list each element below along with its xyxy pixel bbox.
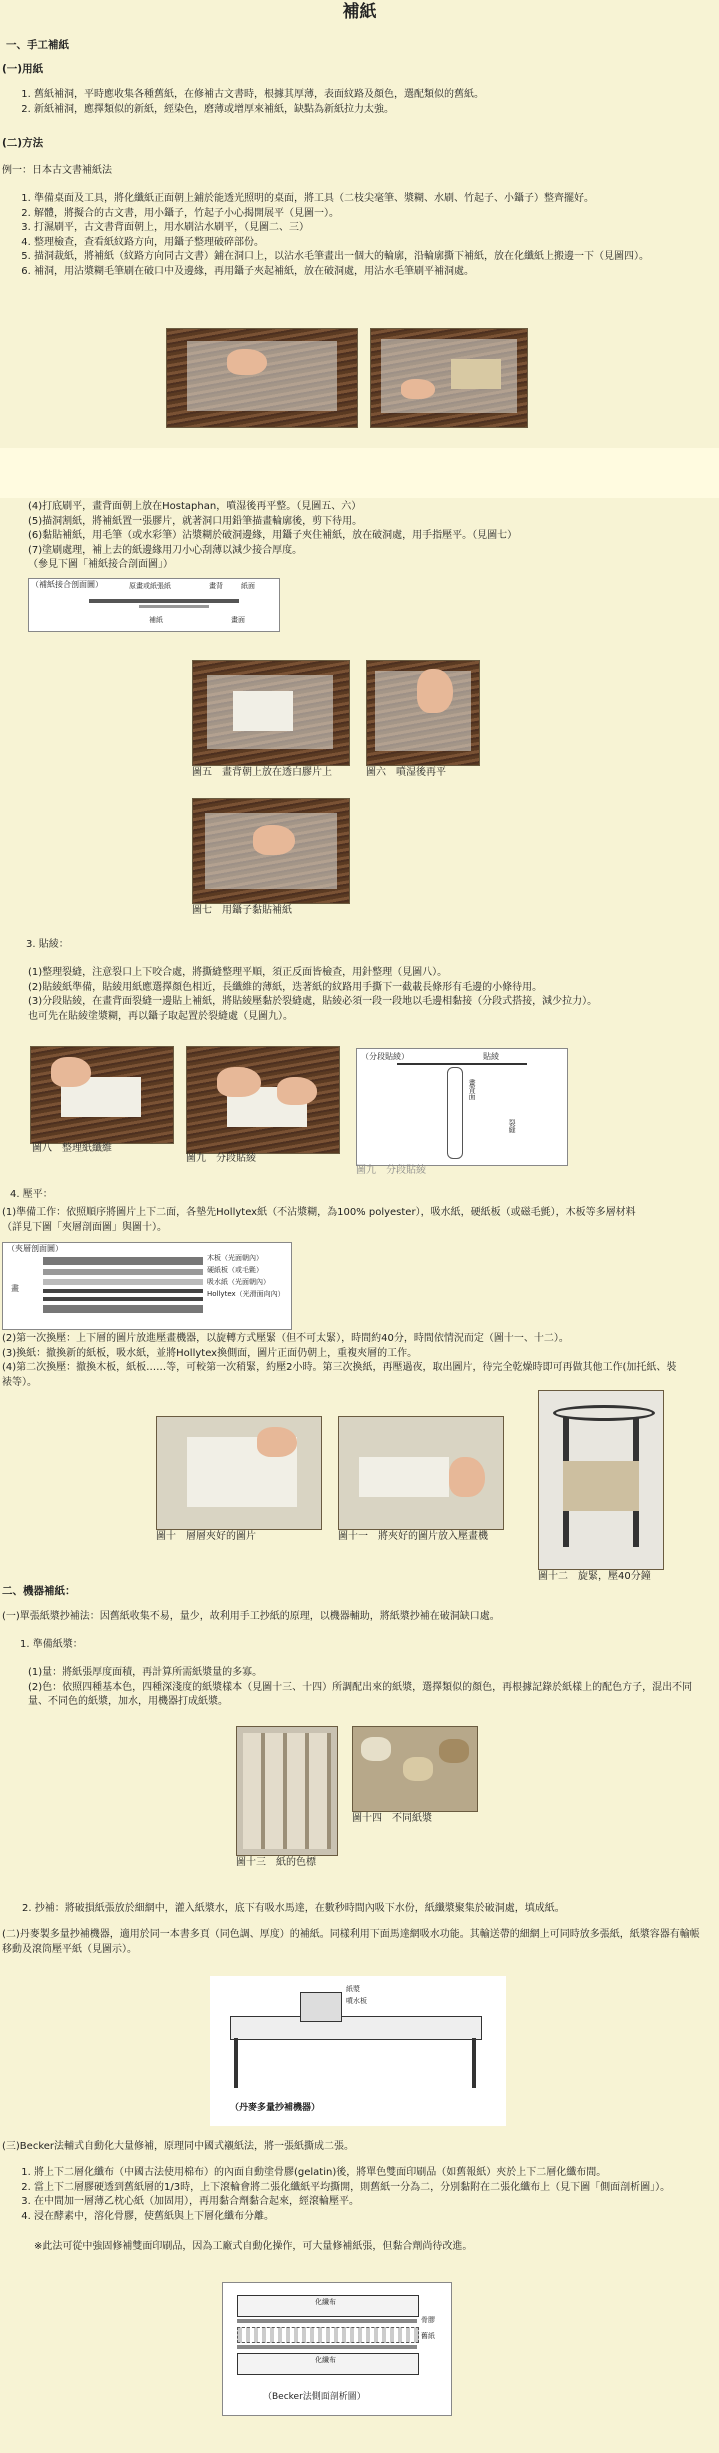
- materials-heading: (一)用紙: [2, 63, 44, 75]
- materials-list: [14, 88, 714, 117]
- diagram-label: 木板（光面朝內）: [207, 1254, 263, 1262]
- photo-fig10: [156, 1416, 322, 1530]
- list-item: 5. 描洞裁紙，將補紙（紋路方向同古文書）鋪在洞口上，以沾水毛筆畫出一個大的輪廓，沿輪廓撕下補紙，放在化纖紙上搬邊一下（見圖四）。: [34, 250, 719, 265]
- text-line: (7)塗刷處理，補上去的紙邊緣用刀小心刮薄以減少接合厚度。: [28, 544, 303, 556]
- photo-fig7: [192, 798, 350, 904]
- section-4-text: [2, 1332, 682, 1390]
- text-line: (3)分段貼綾，在畫背面裂縫一邊貼上補紙，將貼綾壓黏於裂縫處，貼綾必須一段一段地以毛邊相黏接（分段式搭接，減少拉力）。: [28, 996, 598, 1007]
- caption-fig10: 圖十 層層夾好的圖片: [156, 1531, 256, 1542]
- diagram-label: 裂縫: [508, 1119, 517, 1133]
- diagram-label: 化纖布: [315, 2298, 336, 2306]
- text-line: (3)換紙：撤換新的紙板，吸水紙，並將Hollytex換側面，圖片正面仍朝上，重複夾層的工作。: [2, 1347, 418, 1359]
- list-item: 3. 打濕刷平，古文書背面朝上，用水刷沾水刷平，（見圖二、三）: [34, 221, 719, 236]
- step1-heading: 1. 準備紙漿：: [20, 1639, 83, 1650]
- continued-text: [28, 500, 708, 573]
- photo-restoration-2: [370, 328, 528, 428]
- machine-intro: (一)單張紙漿抄補法：因舊紙收集不易，量少，故利用手工抄紙的原理，以機器輔助，將紙漿抄補在破洞缺口處。: [2, 1611, 500, 1622]
- photo-fig11: [338, 1416, 504, 1530]
- text-line: (1)整理裂縫，注意裂口上下咬合處，將撕縫整理平順，須正反面皆檢查，用針整理（見圖八）。: [28, 967, 448, 978]
- list-item: 4. 整理檢查，查看紙紋路方向，用鑷子整理破碎部份。: [34, 236, 719, 251]
- becker-steps: [14, 2166, 719, 2224]
- list-item: 1. 將上下二層化纖布（中國古法使用棉布）的內面自動塗骨膠(gelatin)後，將單色雙面印刷品（如舊報紙）夾於上下二層化纖布間。: [34, 2166, 719, 2181]
- danish-machine-diagram: [210, 1976, 506, 2126]
- section-4-heading: 4. 壓平：: [10, 1189, 53, 1200]
- caption-fig7: 圖七 用鑷子黏貼補紙: [192, 905, 292, 916]
- segment-diagram: [356, 1048, 568, 1166]
- spacer-band: [0, 448, 719, 498]
- list-item: 3. 在中間加一層薄乙枕心紙（加固用），再用黏合劑黏合起來，經滾輪壓平。: [34, 2195, 719, 2210]
- patch-joint-diagram: [28, 578, 280, 632]
- caption-fig11: 圖十一 將夾好的圖片放入壓畫機: [338, 1531, 488, 1542]
- photo-fig8: [30, 1046, 174, 1144]
- text-line: (6)黏貼補紙，用毛筆（或水彩筆）沾漿糊於破洞邊緣，用鑷子夾住補紙，放在破洞處，用手指壓平。（見圖七）: [28, 530, 518, 541]
- diagram-label: 紙面: [241, 582, 255, 590]
- diagram-label: Hollytex（光滑面向內）: [207, 1290, 285, 1298]
- section-heading-machine: 二、機器補紙：: [2, 1585, 76, 1597]
- diagram-caption: （Becker法側面剖析圖）: [263, 2392, 366, 2402]
- list-item: 2. 新紙補洞，應擇類似的新紙，經染色，磨薄或增厚來補紙，缺點為新紙拉力太強。: [34, 103, 714, 118]
- becker-note: ※此法可從中強固修補雙面印刷品，因為工廠式自動化操作，可大量修補紙張，但黏合劑尚待改進。: [34, 2241, 473, 2252]
- text-line: （參見下圖「補紙接合剖面圖」）: [28, 559, 173, 570]
- layer-diagram: [2, 1242, 292, 1330]
- text-line: (4)打底刷平，畫背面朝上放在Hostaphan，噴湿後再平整。（見圖五、六）: [28, 501, 362, 512]
- step2-text: 2. 抄補：將破損紙張放於細網中，灌入紙漿水，底下有吸水馬達，在數秒時間內吸下水份，紙纖漿聚集於破洞處，填成紙。: [22, 1903, 565, 1914]
- caption-fig9-dup: 圖九 分段貼綾: [356, 1165, 426, 1176]
- diagram-label: 原畫或紙張紙: [129, 582, 171, 590]
- diagram-label: 吸水紙（光面朝內）: [207, 1278, 270, 1286]
- becker-diagram: [222, 2282, 452, 2416]
- caption-fig9: 圖九 分段貼綾: [186, 1153, 256, 1164]
- list-item: 6. 補洞，用沾漿糊毛筆刷在破口中及邊緣，再用鑷子夾起補紙，放在破洞處，用沾水毛筆刷平補洞處。: [34, 265, 719, 280]
- caption-fig12: 圖十二 旋緊，壓40分鐘: [538, 1571, 651, 1582]
- diagram-label: 噴水板: [346, 1997, 367, 2005]
- photo-restoration-1: [166, 328, 358, 428]
- caption-fig13: 圖十三 紙的色標: [236, 1857, 316, 1868]
- photo-fig14: [352, 1726, 478, 1812]
- text-line: (1)量：將紙張厚度面積，再計算所需紙漿量的多寡。: [28, 1667, 263, 1678]
- section-3-heading: 3. 貼綾：: [26, 939, 69, 950]
- diagram-label: 畫背面: [468, 1079, 477, 1100]
- page-title: 補紙: [342, 2, 377, 22]
- text-line: (5)描洞割紙，將補紙置一張膠片，就著洞口用鉛筆描畫輪廓後，剪下待用。: [28, 515, 363, 527]
- caption-fig6: 圖六 噴湿後再平: [366, 767, 446, 778]
- photo-fig5: [192, 660, 350, 766]
- text-line: 也可先在貼綾塗漿糊，再以鑷子取起置於裂縫處（見圖九）。: [28, 1010, 293, 1022]
- list-item: 2. 解體，將擬合的古文書，用小鑷子，竹起子小心揭開展平（見圖一）。: [34, 207, 719, 222]
- diagram-label: 骨膠: [421, 2316, 435, 2324]
- section-4-prep: (1)準備工作：依照順序將圖片上下二面，各墊先Hollytex紙（不沾漿糊，為100% polyester），吸水紙，硬紙板（或磁毛氈），木板等多層材料（詳見下圖「夾層剖面圖」與圖十）。: [2, 1207, 636, 1233]
- list-item: 2. 當上下二層膠硬透到舊紙層的1/3時，上下滾輪會將二張化纖紙平均撕開，則舊紙一分為二，分別黏附在二張化纖布上（見下圖「側面剖析圖」）。: [34, 2181, 719, 2196]
- photo-fig6: [366, 660, 480, 766]
- diagram-label: 紙漿: [346, 1985, 360, 1993]
- method-heading: (二)方法: [2, 137, 44, 149]
- diagram-label: 畫背: [209, 582, 223, 590]
- diagram-caption: （丹麥多量抄補機器）: [230, 2103, 321, 2113]
- steps-list: [14, 192, 719, 279]
- becker-intro: (三)Becker法輔式自動化大量修補，原理同中國式襯紙法，將一張紙撕成二張。: [2, 2141, 355, 2152]
- caption-fig8: 圖八 整理紙纖維: [32, 1143, 112, 1154]
- text-line: (2)色：依照四種基本色，四種深淺度的紙漿樣本（見圖十三、十四）所調配出來的紙漿，選擇類似的顏色，再根據記錄於紙樣上的配色方子，混出不同量、不同色的紙漿，加水，用機器打成紙漿。: [28, 1681, 693, 1707]
- section-3-text: [28, 966, 708, 1024]
- section-heading-manual: 一、手工補紙: [6, 39, 69, 51]
- diagram-title: （夾層剖面圖）: [7, 1244, 63, 1253]
- caption-fig5: 圖五 畫背朝上放在透白膠片上: [192, 767, 332, 778]
- list-item: 1. 舊紙補洞，平時應收集各種舊紙，在修補古文書時，根據其厚薄，表面紋路及顏色，選配類似的舊紙。: [34, 88, 714, 103]
- step1-text: [28, 1666, 708, 1710]
- diagram-title: （補紙接合剖面圖）: [31, 580, 103, 589]
- list-item: 1. 準備桌面及工具，將化纖紙正面朝上鋪於能透光照明的桌面，將工具（二枝尖毫筆、漿糊、水刷、竹起子、小鑷子）整齊擺好。: [34, 192, 719, 207]
- photo-fig9: [186, 1046, 340, 1154]
- text-line: (4)第二次換壓：撤換木板，紙板……等，可較第一次稍緊，約壓2小時。第三次換紙，再壓過夜，取出圖片，待完全乾燥時即可再做其他工作(加托紙、裝裱等）。: [2, 1362, 677, 1388]
- diagram-label: 補紙: [149, 616, 163, 624]
- list-item: 4. 浸在酵素中，溶化骨膠，使舊紙與上下層化纖布分離。: [34, 2210, 719, 2225]
- diagram-label: 貼綾: [483, 1052, 499, 1061]
- photo-fig13: [236, 1726, 338, 1856]
- text-line: (2)第一次換壓：上下層的圖片放進壓畫機器，以旋轉方式壓緊（但不可太緊），時間約40分，時間依情況而定（圖十一、十二）。: [2, 1333, 569, 1344]
- diagram-label: 畫: [11, 1284, 19, 1293]
- photo-fig12: [538, 1390, 664, 1570]
- diagram-label: 硬紙板（或毛氈）: [207, 1266, 263, 1274]
- diagram-label: 畫面: [231, 616, 245, 624]
- diagram-label: 舊紙: [421, 2332, 435, 2340]
- example-label: 例一：日本古文書補紙法: [2, 165, 112, 176]
- diagram-title: （分段貼綾）: [361, 1052, 409, 1061]
- machine-intro-2: (二)丹麥製多量抄補機器，適用於同一本書多頁（同色調、厚度）的補紙。同樣利用下面馬達網吸水功能。其輸送帶的細網上可同時放多張紙，紙漿容器有輸帳移動及滾筒壓平紙（見圖示）。: [2, 1929, 700, 1955]
- diagram-label: 化纖布: [315, 2356, 336, 2364]
- caption-fig14: 圖十四 不同紙漿: [352, 1813, 432, 1824]
- text-line: (2)貼綾紙準備，貼綾用紙應選擇顏色相近，長纖維的薄紙，迭著紙的紋路用手撕下一截載長條形有毛邊的小條待用。: [28, 981, 543, 993]
